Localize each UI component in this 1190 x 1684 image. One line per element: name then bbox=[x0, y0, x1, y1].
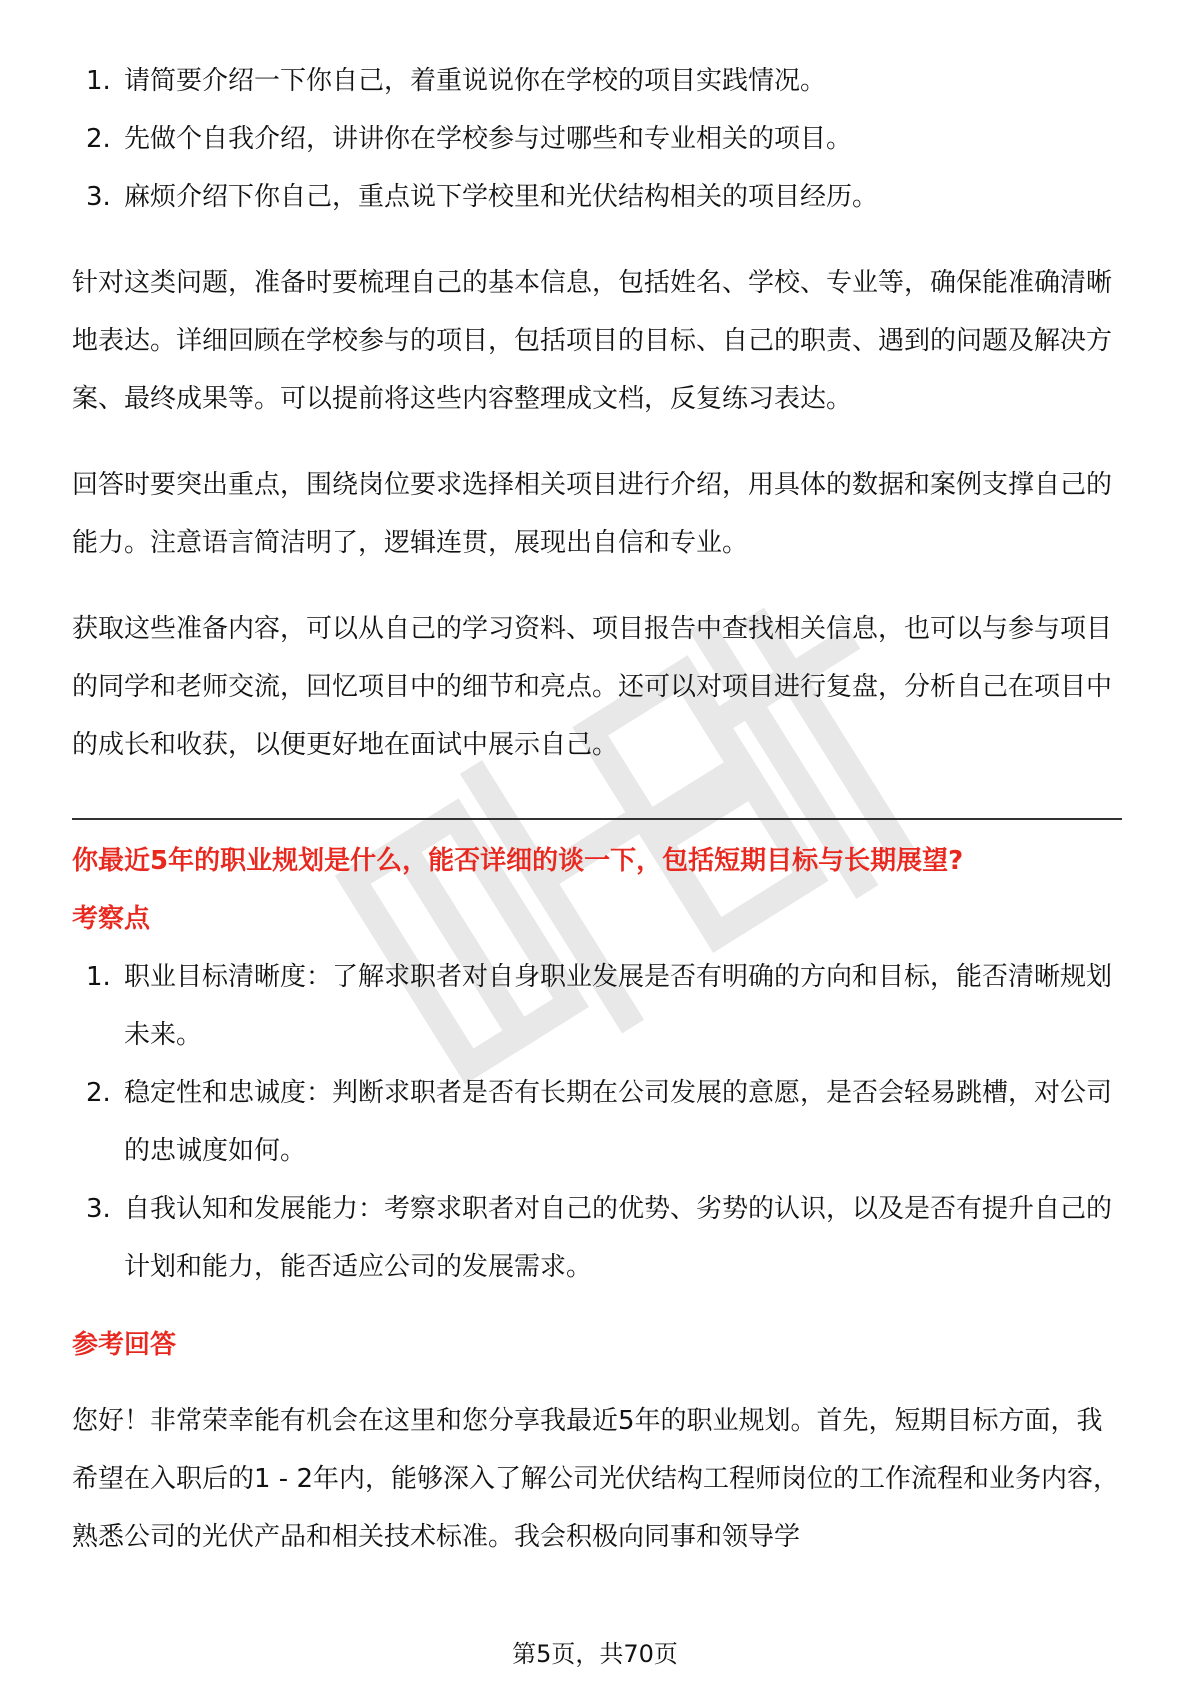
body-paragraph: 针对这类问题，准备时要梳理自己的基本信息，包括姓名、学校、专业等，确保能准确清晰地表达。详细回顾在学校参与的项目，包括项目的目标、自己的职责、遇到的问题及解决方案、最终成果等。可以提前将这些内容整理成文档，反复练习表达。 bbox=[72, 268, 1113, 414]
list-text: 先做个自我介绍，讲讲你在学校参与过哪些和专业相关的项目。 bbox=[124, 124, 853, 154]
body-paragraph: 获取这些准备内容，可以从自己的学习资料、项目报告中查找相关信息，也可以与参与项目的同学和老师交流，回忆项目中的细节和亮点。还可以对项目进行复盘，分析自己在项目中的成长和收获，以便更好地在面试中展示自己。 bbox=[72, 614, 1113, 760]
body-paragraph: 回答时要突出重点，围绕岗位要求选择相关项目进行介绍，用具体的数据和案例支撑自己的能力。注意语言简洁明了，逻辑连贯，展现出自信和专业。 bbox=[72, 470, 1113, 558]
list-number: 2. bbox=[86, 1078, 111, 1108]
list-item bbox=[72, 168, 1122, 226]
answer-heading: 参考回答 bbox=[72, 1330, 177, 1360]
list-text: 麻烦介绍下你自己，重点说下学校里和光伏结构相关的项目经历。 bbox=[124, 182, 879, 212]
list-number: 1. bbox=[86, 66, 111, 96]
question-title: 你最近5年的职业规划是什么，能否详细的谈一下，包括短期目标与长期展望? bbox=[72, 846, 964, 876]
examination-point-list bbox=[72, 948, 1122, 1296]
page-footer: 第5页，共70页 bbox=[512, 1640, 678, 1668]
list-number: 3. bbox=[86, 182, 111, 212]
list-item bbox=[72, 110, 1122, 168]
list-text: 请简要介绍一下你自己，着重说说你在学校的项目实践情况。 bbox=[124, 66, 827, 96]
list-item bbox=[72, 1064, 1122, 1180]
list-number: 3. bbox=[86, 1194, 111, 1224]
list-item bbox=[72, 1180, 1122, 1296]
list-item bbox=[72, 948, 1122, 1064]
answer-paragraph: 您好！非常荣幸能有机会在这里和您分享我最近5年的职业规划。首先，短期目标方面，我希望在入职后的1 - 2年内，能够深入了解公司光伏结构工程师岗位的工作流程和业务内容，熟悉公司的光伏产品和相关技术标准。我会积极向同事和领导学 bbox=[72, 1406, 1119, 1552]
main-content bbox=[72, 52, 1122, 1566]
list-text: 职业目标清晰度：了解求职者对自身职业发展是否有明确的方向和目标，能否清晰规划未来。 bbox=[124, 962, 1113, 1050]
list-text: 自我认知和发展能力：考察求职者对自己的优势、劣势的认识，以及是否有提升自己的计划和能力，能否适应公司的发展需求。 bbox=[124, 1194, 1113, 1282]
intro-question-list bbox=[72, 52, 1122, 226]
list-item bbox=[72, 52, 1122, 110]
list-number: 2. bbox=[86, 124, 111, 154]
examination-heading: 考察点 bbox=[72, 904, 151, 934]
section-divider bbox=[72, 818, 1122, 820]
list-number: 1. bbox=[86, 962, 111, 992]
list-text: 稳定性和忠诚度：判断求职者是否有长期在公司发展的意愿，是否会轻易跳槽，对公司的忠诚度如何。 bbox=[124, 1078, 1113, 1166]
